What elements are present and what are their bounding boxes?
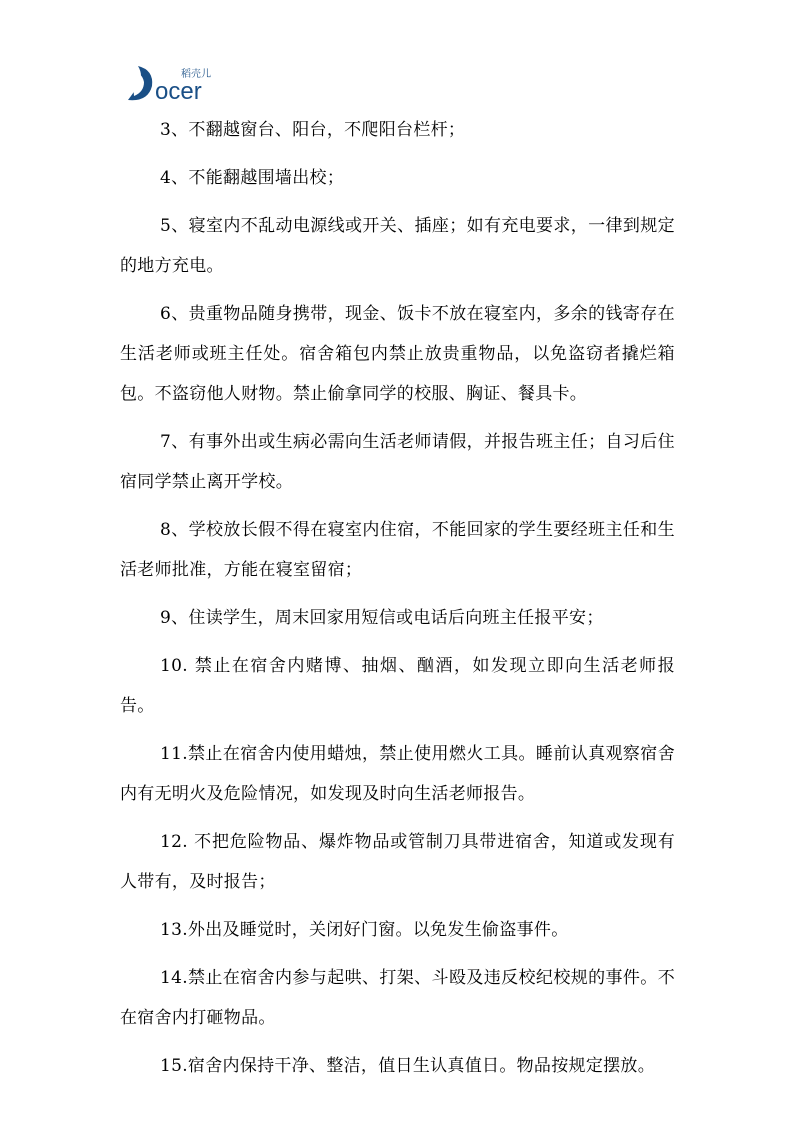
- docer-logo: [126, 62, 218, 106]
- rule-item: 14.禁止在宿舍内参与起哄、打架、斗殴及违反校纪校规的事件。不在宿舍内打砸物品。: [120, 968, 675, 1028]
- rule-item: 15.宿舍内保持干净、整洁，值日生认真值日。物品按规定摆放。: [160, 1056, 656, 1076]
- document-body: [120, 110, 675, 1094]
- rule-item: 5、寝室内不乱动电源线或开关、插座；如有充电要求，一律到规定的地方充电。: [120, 216, 675, 276]
- rule-item: 8、学校放长假不得在寝室内住宿，不能回家的学生要经班主任和生活老师批准，方能在寝室留宿；: [120, 520, 675, 580]
- rule-item: 7、有事外出或生病必需向生活老师请假，并报告班主任；自习后住宿同学禁止离开学校。: [120, 432, 675, 492]
- docer-logo-mark: [126, 62, 218, 106]
- rule-item: 12. 不把危险物品、爆炸物品或管制刀具带进宿舍，知道或发现有人带有，及时报告；: [120, 832, 675, 892]
- rule-item: 10. 禁止在宿舍内赌博、抽烟、酗酒，如发现立即向生活老师报告。: [120, 656, 675, 716]
- logo-subtext: 稻壳儿: [181, 69, 211, 80]
- rule-item: 9、住读学生，周末回家用短信或电话后向班主任报平安；: [160, 608, 604, 628]
- rule-item: 13.外出及睡觉时，关闭好门窗。以免发生偷盗事件。: [160, 920, 569, 940]
- rule-item: 11.禁止在宿舍内使用蜡烛，禁止使用燃火工具。睡前认真观察宿舍内有无明火及危险情况，如发现及时向生活老师报告。: [120, 744, 675, 804]
- rule-item: 3、不翻越窗台、阳台，不爬阳台栏杆；: [160, 120, 466, 140]
- logo-wordmark: ocer: [155, 78, 202, 105]
- rule-item: 4、不能翻越围墙出校；: [160, 168, 345, 188]
- rule-item: 6、贵重物品随身携带，现金、饭卡不放在寝室内，多余的钱寄存在生活老师或班主任处。宿舍箱包内禁止放贵重物品，以免盗窃者撬烂箱包。不盗窃他人财物。禁止偷拿同学的校服、胸证、餐具卡。: [120, 304, 675, 404]
